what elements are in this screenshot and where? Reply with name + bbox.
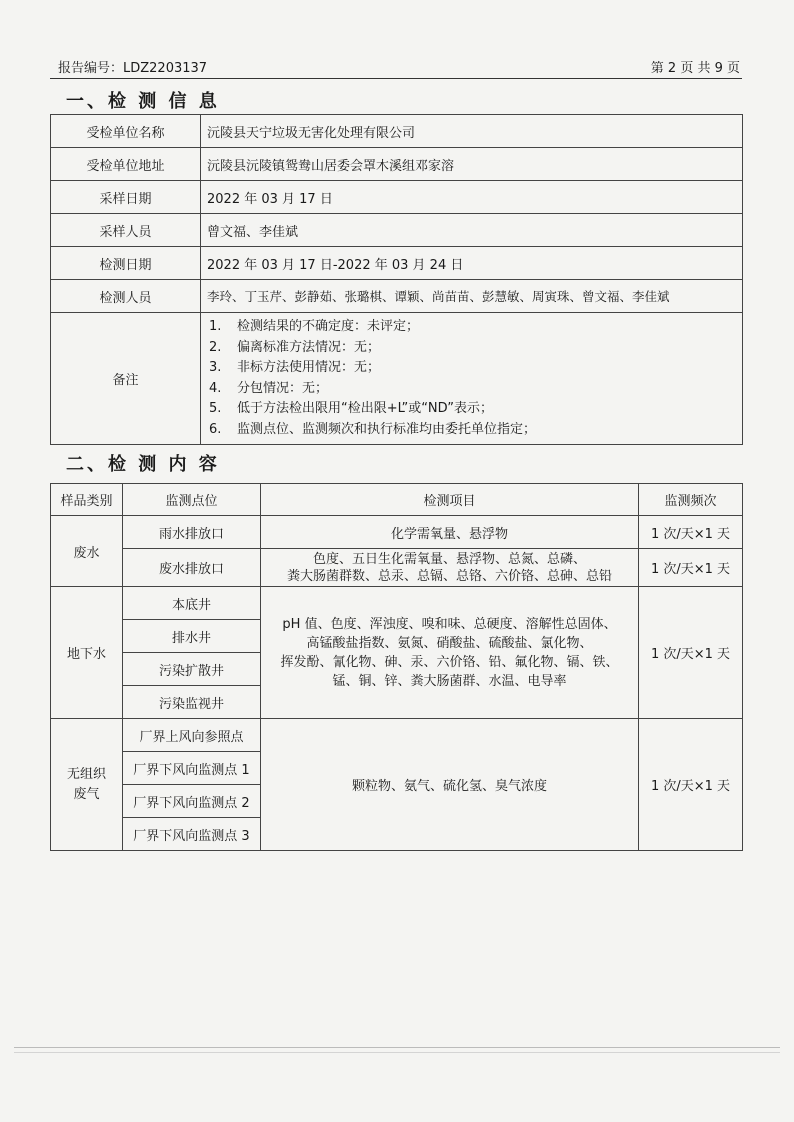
note-item: [209, 379, 734, 400]
note-item: [209, 358, 734, 379]
info-value: 2022 年 03 月 17 日-2022 年 03 月 24 日: [201, 247, 743, 280]
category-groundwater: 地下水: [51, 587, 123, 719]
info-value: 2022 年 03 月 17 日: [201, 181, 743, 214]
section-title-content: 二、检 测 内 容: [66, 454, 220, 475]
monitoring-point: 雨水排放口: [123, 516, 261, 549]
info-table: [50, 114, 743, 445]
info-label: 采样日期: [51, 181, 201, 214]
column-header: 监测频次: [639, 484, 743, 516]
note-item: [209, 420, 734, 441]
page-header: [58, 56, 740, 76]
table-row: [51, 516, 743, 549]
category-wastewater: 废水: [51, 516, 123, 587]
note-item: [209, 399, 734, 420]
info-value: 曾文福、李佳斌: [201, 214, 743, 247]
info-value: 沅陵县天宁垃圾无害化处理有限公司: [201, 115, 743, 148]
info-row: [51, 214, 743, 247]
scan-edge-line: [14, 1047, 780, 1048]
info-row: [51, 247, 743, 280]
frequency: 1 次/天×1 天: [639, 719, 743, 851]
note-text: 分包情况：无；: [237, 380, 329, 396]
info-row: [51, 181, 743, 214]
monitoring-point: 污染监视井: [123, 686, 261, 719]
note-text: 监测点位、监测频次和执行标准均由委托单位指定；: [237, 421, 537, 437]
note-item: [209, 317, 734, 338]
info-row: [51, 115, 743, 148]
notes-row: [51, 313, 743, 445]
section-title-info: 一、检 测 信 息: [66, 91, 220, 112]
header-divider: [50, 78, 742, 79]
info-row: [51, 280, 743, 313]
report-number: 报告编号：LDZ2203137: [58, 60, 208, 76]
note-number: 3.: [209, 360, 222, 375]
note-number: 4.: [209, 380, 222, 396]
scan-edge-line: [14, 1052, 780, 1053]
note-text: 非标方法使用情况：无；: [237, 360, 381, 375]
info-label: 受检单位名称: [51, 115, 201, 148]
info-label: 检测人员: [51, 280, 201, 313]
notes-list: [201, 313, 743, 445]
note-item: [209, 338, 734, 359]
note-text: 偏离标准方法情况：无；: [237, 339, 381, 355]
monitoring-point: 厂界下风向监测点 1: [123, 752, 261, 785]
frequency: 1 次/天×1 天: [639, 516, 743, 549]
notes-label: 备注: [51, 313, 201, 445]
note-number: 2.: [209, 339, 222, 355]
column-header: 检测项目: [261, 484, 639, 516]
info-label: 检测日期: [51, 247, 201, 280]
test-items: 色度、五日生化需氧量、悬浮物、总氮、总磷、 粪大肠菌群数、总汞、总镉、总铬、六价铬、总砷、总铅: [261, 549, 639, 587]
monitoring-point: 废水排放口: [123, 549, 261, 587]
table-row: [51, 587, 743, 620]
info-label: 受检单位地址: [51, 148, 201, 181]
note-number: 6.: [209, 421, 222, 437]
note-number: 1.: [209, 319, 222, 334]
frequency: 1 次/天×1 天: [639, 587, 743, 719]
monitoring-point: 本底井: [123, 587, 261, 620]
table-header-row: [51, 484, 743, 516]
info-label: 采样人员: [51, 214, 201, 247]
page-indicator: 第 2 页 共 9 页: [650, 60, 740, 76]
test-items: pH 值、色度、浑浊度、嗅和味、总硬度、溶解性总固体、 高锰酸盐指数、氨氮、硝酸盐、硫酸盐、氯化物、 挥发酚、氰化物、砷、汞、六价铬、铅、氟化物、镉、铁、 锰、铜、锌、粪大肠菌群、水温、电导率: [261, 587, 639, 719]
column-header: 样品类别: [51, 484, 123, 516]
test-items: 化学需氧量、悬浮物: [261, 516, 639, 549]
table-row: [51, 549, 743, 587]
info-value: 李玲、丁玉芹、彭静茹、张璐棋、谭颖、尚苗苗、彭慧敏、周寅珠、曾文福、李佳斌: [201, 280, 743, 313]
monitoring-point: 污染扩散井: [123, 653, 261, 686]
monitoring-point: 排水井: [123, 620, 261, 653]
info-value: 沅陵县沅陵镇鸳鸯山居委会罩木溪组邓家溶: [201, 148, 743, 181]
monitoring-point: 厂界下风向监测点 2: [123, 785, 261, 818]
note-text: 低于方法检出限用“检出限+L”或“ND”表示；: [237, 401, 494, 416]
column-header: 监测点位: [123, 484, 261, 516]
monitoring-point: 厂界上风向参照点: [123, 719, 261, 752]
note-number: 5.: [209, 401, 222, 416]
monitoring-point: 厂界下风向监测点 3: [123, 818, 261, 851]
table-row: [51, 719, 743, 752]
test-items: 颗粒物、氨气、硫化氢、臭气浓度: [261, 719, 639, 851]
category-air: 无组织 废气: [51, 719, 123, 851]
info-row: [51, 148, 743, 181]
frequency: 1 次/天×1 天: [639, 549, 743, 587]
content-table: [50, 483, 743, 851]
note-text: 检测结果的不确定度：未评定；: [237, 319, 420, 334]
